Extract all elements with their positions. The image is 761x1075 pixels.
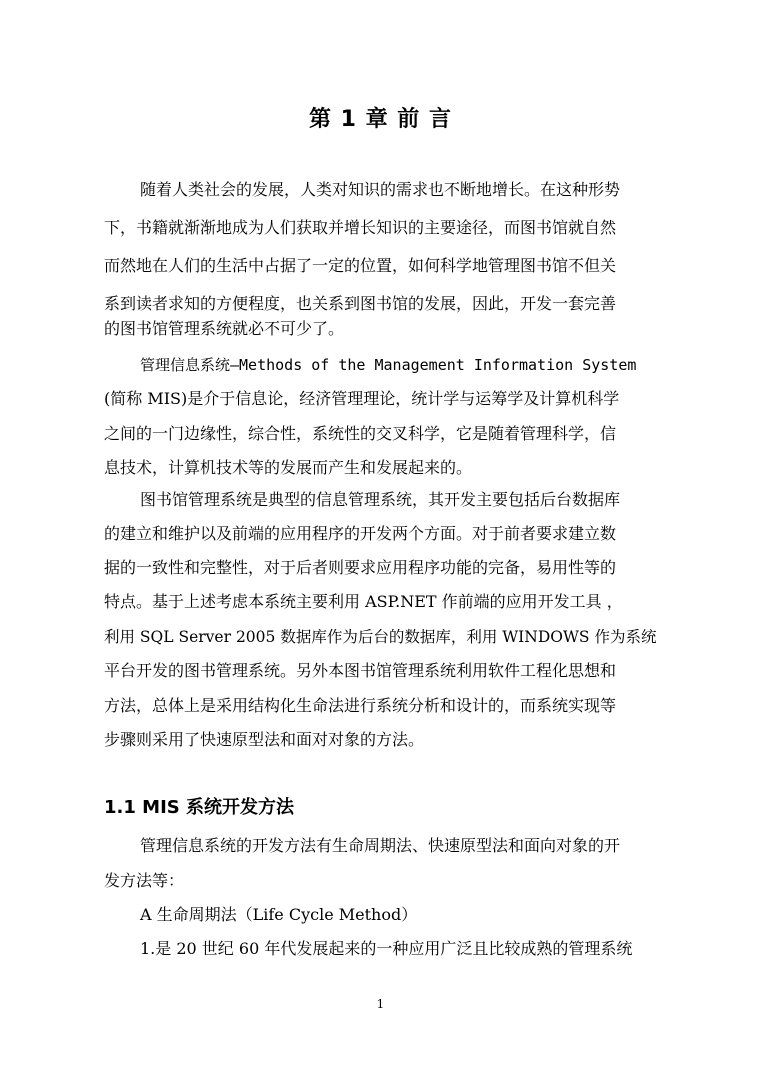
- paragraph-line: 的图书馆管理系统就必不可少了。: [104, 319, 345, 338]
- paragraph-line: 之间的一门边缘性，综合性，系统性的交叉科学，它是随着管理科学，信: [104, 424, 617, 443]
- paragraph-line: 1.是 20 世纪 60 年代发展起来的一种应用广泛且比较成熟的管理系统: [140, 939, 633, 958]
- paragraph-line: 发方法等：: [104, 871, 185, 890]
- section-heading: 1.1 MIS 系统开发方法: [104, 797, 294, 818]
- paragraph-line: 随着人类社会的发展，人类对知识的需求也不断地增长。在这种形势: [140, 180, 621, 199]
- paragraph-line: 特点。基于上述考虑本系统主要利用 ASP.NET 作前端的应用开发工具 ，: [104, 592, 623, 611]
- paragraph-line: 据的一致性和完整性，对于后者则要求应用程序功能的完备，易用性等的: [104, 558, 617, 577]
- paragraph-line: 平台开发的图书管理系统。另外本图书馆管理系统利用软件工程化思想和: [104, 661, 617, 680]
- paragraph-line: 而然地在人们的生活中占据了一定的位置，如何科学地管理图书馆不但关: [104, 256, 617, 275]
- paragraph-line: 系到读者求知的方便程度，也关系到图书馆的发展，因此，开发一套完善: [104, 294, 617, 313]
- chapter-title: 第 1 章 前 言: [309, 107, 452, 132]
- page-number: 1: [376, 997, 385, 1011]
- paragraph-line: 下，书籍就渐渐地成为人们获取并增长知识的主要途径，而图书馆就自然: [104, 218, 617, 237]
- paragraph-line: (简称 MIS)是介于信息论，经济管理理论，统计学与运筹学及计算机科学: [104, 389, 620, 408]
- paragraph-line: 的建立和维护以及前端的应用程序的开发两个方面。对于前者要求建立数: [104, 524, 617, 543]
- paragraph-line: A 生命周期法（Life Cycle Method）: [140, 905, 418, 924]
- paragraph-line: 方法，总体上是采用结构化生命法进行系统分析和设计的，而系统实现等: [104, 696, 617, 715]
- paragraph-line: 图书馆管理系统是典型的信息管理系统，其开发主要包括后台数据库: [140, 490, 621, 509]
- paragraph-line: 步骤则采用了快速原型法和面对对象的方法。: [104, 730, 425, 749]
- paragraph-line: 利用 SQL Server 2005 数据库作为后台的数据库，利用 WINDOWS 作为系统: [104, 628, 657, 646]
- paragraph-line: 息技术，计算机技术等的发展而产生和发展起来的。: [104, 458, 473, 477]
- paragraph-line: 管理信息系统的开发方法有生命周期法、快速原型法和面向对象的开: [140, 836, 621, 855]
- paragraph-line: 管理信息系统—Methods of the Management Information System: [140, 356, 637, 374]
